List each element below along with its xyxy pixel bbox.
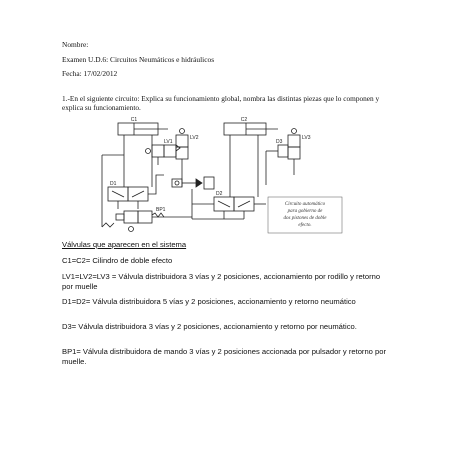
component-item: LV1=LV2=LV3 = Válvula distribuidora 3 vías y 2 posiciones, accionamiento por rodillo y retorno por muelle (62, 272, 381, 291)
diagram-caption-line-4: efecto. (298, 223, 312, 228)
pneumatic-circuit-diagram (96, 115, 348, 238)
label-lv2: LV2 (190, 135, 199, 141)
valve-lv3 (288, 135, 300, 147)
question-text: 1.-En el siguiente circuito: Explica su funcionamiento global, nombra las distintas piezas que lo componen y explica su funcionamiento. (62, 94, 380, 112)
diagram-caption-line-2: para gobierno de (287, 209, 323, 214)
valve-bp1 (124, 211, 138, 223)
component-item: C1=C2= Cilindro de doble efecto (62, 256, 173, 265)
label-d1: D1 (110, 181, 117, 187)
valve-lv1 (152, 145, 164, 157)
component-item: D1=D2= Válvula distribuidora 5 vías y 2 posiciones, accionamiento y retorno neumático (62, 297, 356, 306)
valve-d3 (278, 145, 288, 157)
label-d2: D2 (216, 191, 223, 197)
label-c1: C1 (130, 117, 138, 123)
component-item: BP1= Válvula distribuidora de mando 3 vías y 2 posiciones accionada por pulsador y retorno por muelle. (62, 347, 386, 366)
diagram-caption-line-1: Circuito automático (284, 202, 326, 207)
exam-date: Fecha: 17/02/2012 (62, 69, 118, 78)
valve-lv2 (176, 135, 188, 147)
component-item: D3= Válvula distribuidora 3 vías y 2 posiciones, accionamiento y retorno por neumático. (62, 322, 357, 331)
label-c2: C2 (240, 117, 248, 123)
label-bp1: BP1 (156, 207, 166, 213)
label-lv3: LV3 (302, 135, 311, 141)
label-lv1: LV1 (164, 139, 173, 145)
diagram-caption-line-3: dos pistones de doble (283, 216, 327, 221)
name-label: Nombre: (62, 40, 89, 49)
components-heading: Válvulas que aparecen en el sistema (62, 240, 187, 249)
exam-title: Examen U.D.6: Circuitos Neumáticos e hidráulicos (62, 55, 215, 64)
label-d3: D3 (276, 139, 283, 145)
